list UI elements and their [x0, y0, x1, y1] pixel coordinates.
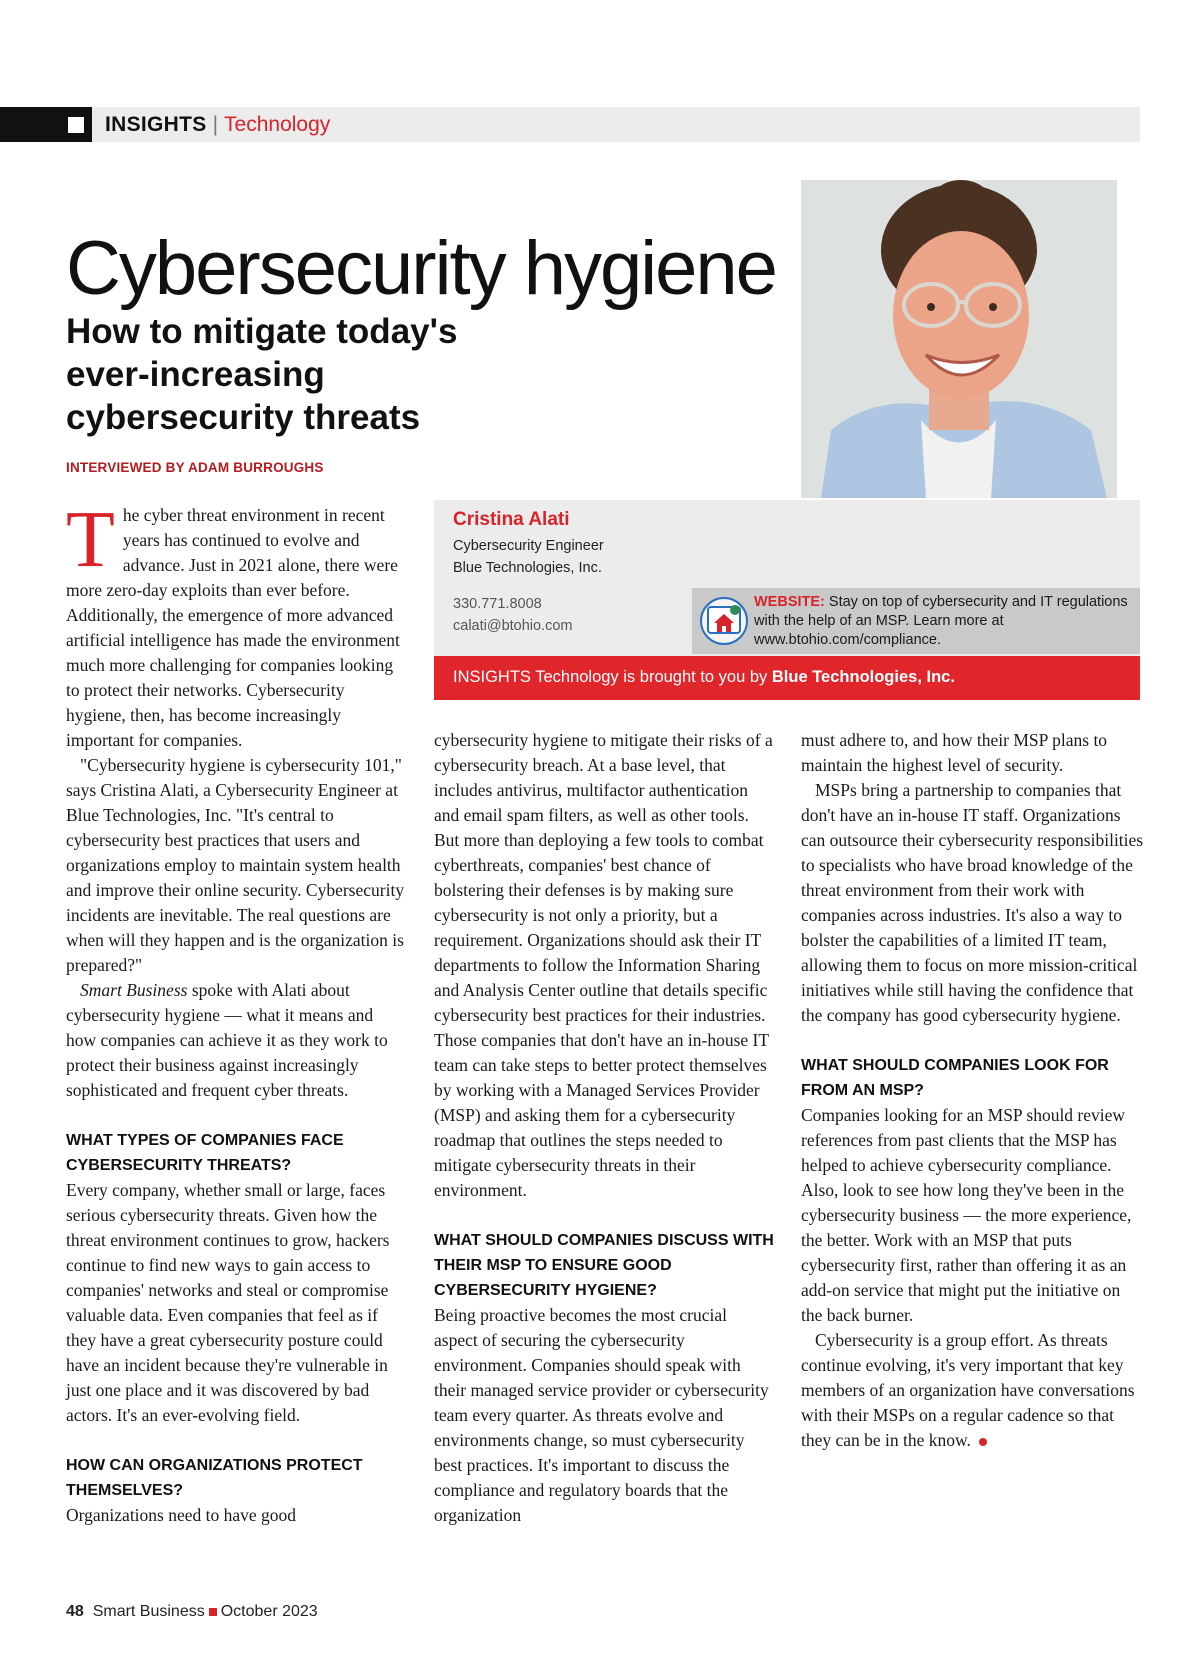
sponsor-banner	[434, 656, 1140, 700]
drop-cap: T	[66, 496, 115, 584]
header-separator: |	[212, 113, 219, 136]
paragraph-organizations-need: Organizations need to have good	[66, 1505, 297, 1525]
article-subtitle: How to mitigate today's ever-increasing cybersecurity threats	[66, 312, 458, 437]
banner-lead: INSIGHTS Technology is brought to you by	[453, 668, 772, 686]
heading-discuss-with-msp: WHAT SHOULD COMPANIES DISCUSS WITH THEIR MSP TO ENSURE GOOD CYBERSECURITY HYGIENE?	[434, 1232, 774, 1299]
paragraph-proactive: Being proactive becomes the most crucial aspect of securing the cybersecurity environment. Companies should speak with their managed service provider or cybersecurity team every quarter. As threats evolve and environments change, so must cybersecurity best practices. It's important to discuss the compliance and regulatory boards that the organization	[434, 1305, 769, 1525]
paragraph-msps-partnership: MSPs bring a partnership to companies that don't have an in-house IT staff. Organizations can outsource their cybersecurity responsibilities to specialists who have broad knowledge of the threat environment from their work with companies across industries. It's also a way to bolster the capabilities of a limited IT team, allowing them to focus on more mission-critical initiatives while still having the confidence that the company has good cybersecurity hygiene.	[801, 780, 1144, 1025]
paragraph-group-effort	[801, 1328, 1146, 1453]
contact-box	[434, 500, 1140, 700]
paragraph-quote: "Cybersecurity hygiene is cybersecurity 101," says Cristina Alati, a Cybersecurity Engineer at Blue Technologies, Inc. "It's central to cybersecurity best practices that users and organizations employ to maintain system health and improve their online security. Cybersecurity incidents are inevitable. The real questions are when will they happen and is the organization is prepared?"	[66, 755, 405, 975]
heading-types-of-companies: WHAT TYPES OF COMPANIES FACE CYBERSECURITY THREATS?	[66, 1132, 344, 1174]
footer-square-icon	[209, 1608, 217, 1616]
portrait-photo	[801, 180, 1117, 498]
article-column-3	[801, 728, 1146, 1453]
section-name: INSIGHTS	[105, 113, 207, 136]
contact-email[interactable]: calati@btohio.com	[453, 618, 573, 634]
article-column-1	[66, 496, 406, 1528]
heading-protect-themselves: HOW CAN ORGANIZATIONS PROTECT THEMSELVES?	[66, 1457, 363, 1499]
website-text	[754, 593, 1134, 650]
section-category: Technology	[224, 113, 331, 136]
contact-phone: 330.771.8008	[453, 596, 542, 612]
contact-name: Cristina Alati	[453, 509, 570, 530]
intro-text: he cyber threat environment in recent years has continued to evolve and advance. Just in 2021 alone, there were more zero-day exploits than ever before. Additionally, the emergence of more advanced artificial intelligence has made the environment much more challenging for companies looking to protect their networks. Cybersecurity hygiene, then, has become increasingly important for companies.	[66, 505, 400, 750]
square-icon	[68, 117, 84, 133]
article-column-2	[434, 728, 774, 1528]
header-black-block	[0, 107, 92, 142]
footer-publication: Smart Business	[92, 1603, 205, 1620]
contact-job-title: Cybersecurity Engineer	[453, 538, 604, 554]
paragraph-intro	[66, 496, 406, 753]
website-description[interactable]: Stay on top of cybersecurity and IT regulations with the help of an MSP. Learn more at www.btohio.com/compliance.	[754, 594, 1128, 648]
paragraph-hygiene-mitigate: cybersecurity hygiene to mitigate their risks of a cybersecurity breach. At a base level, that includes antivirus, multifactor authentication and email spam filters, as well as other tools. But more than deploying a few tools to combat cyberthreats, companies' best chance of bolstering their defenses is by making sure cybersecurity is not only a priority, but a requirement. Organizations should ask their IT departments to follow the Information Sharing and Analysis Center outline that details specific cybersecurity best practices for their industries. Those companies that don't have an in-house IT team can take steps to better protect themselves by working with a Managed Services Provider (MSP) and asking them for a cybersecurity roadmap that outlines the steps needed to mitigate cybersecurity threats in their environment.	[434, 730, 773, 1200]
paragraph-spoke	[66, 978, 406, 1103]
banner-company: Blue Technologies, Inc.	[771, 668, 955, 686]
banner-text	[453, 668, 955, 687]
end-mark-icon	[979, 1438, 987, 1446]
group-effort-text: Cybersecurity is a group effort. As threats continue evolving, it's very important that key members of an organization have conversations with their MSPs on a regular cadence so that they can be in the know.	[801, 1330, 1135, 1450]
paragraph-adhere: must adhere to, and how their MSP plans to maintain the highest level of security.	[801, 730, 1108, 775]
article-title: Cybersecurity hygiene	[66, 226, 776, 311]
page-number: 48	[66, 1603, 84, 1620]
heading-look-for-msp: WHAT SHOULD COMPANIES LOOK FOR FROM AN MSP?	[801, 1057, 1109, 1099]
byline: INTERVIEWED BY ADAM BURROUGHS	[66, 460, 324, 475]
section-header	[0, 107, 1140, 142]
page-footer	[66, 1603, 318, 1621]
header-label	[105, 112, 330, 138]
paragraph-every-company: Every company, whether small or large, faces serious cybersecurity threats. Given how the threat environment continues to grow, hackers continue to find new ways to gain access to companies' networks and steal or compromise valuable data. Even companies that feel as if they have a great cybersecurity posture could have an incident because they're vulnerable in just one place and it was discovered by bad actors. It's an ever-evolving field.	[66, 1180, 390, 1425]
paragraph-references: Companies looking for an MSP should review references from past clients that the MSP has helped to achieve cybersecurity compliance. Also, look to see how long they've been in the cybersecurity business — the more experience, the better. Work with an MSP that puts cybersecurity first, rather than offering it as an add-on service that might put the initiative on the back burner.	[801, 1105, 1132, 1325]
website-label: WEBSITE:	[754, 594, 825, 610]
contact-company: Blue Technologies, Inc.	[453, 560, 602, 576]
publication-name: Smart Business	[80, 980, 188, 1000]
website-callout	[692, 588, 1140, 654]
website-house-icon	[700, 597, 748, 645]
spoke-text: spoke with Alati about cybersecurity hygiene — what it means and how companies can achieve it as they work to protect their business against increasingly sophisticated and frequent cyber threats.	[66, 980, 388, 1100]
footer-date: October 2023	[220, 1603, 318, 1620]
